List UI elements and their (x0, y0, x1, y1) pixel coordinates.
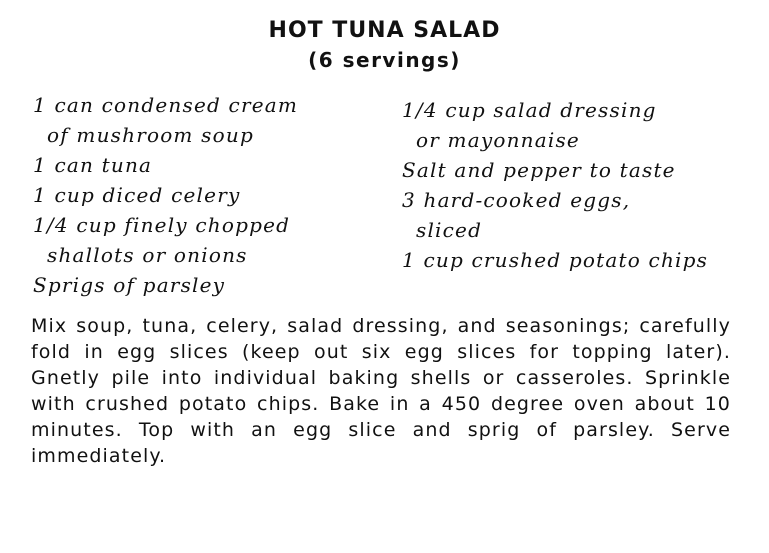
ingredient-line: of mushroom soup (47, 123, 254, 147)
ingredient-line: 1/4 cup finely chopped (33, 213, 291, 237)
ingredient-line: Sprigs of parsley (33, 273, 226, 297)
ingredients-right-column (402, 95, 762, 275)
ingredient-line: 1 cup diced celery (33, 183, 241, 207)
ingredient-line: 1 can tuna (33, 153, 153, 177)
ingredient-line: 3 hard-cooked eggs, (402, 188, 631, 212)
ingredient-line: 1/4 cup salad dressing (402, 98, 657, 122)
ingredients-left-column (33, 90, 393, 300)
ingredient-line: sliced (416, 218, 483, 242)
ingredient-line: 1 cup crushed potato chips (402, 248, 709, 272)
ingredient-line: or mayonnaise (416, 128, 580, 152)
recipe-servings: (6 servings) (308, 48, 461, 72)
recipe-instructions: Mix soup, tuna, celery, salad dressing, and seasonings; carefully fold in egg slices (keep out six egg slices for topping later). Gnetly pile into individual baking shells or casseroles. Sprinkle with crushed potato chips. Bake in a 450 degree oven about 10 minutes. Top with an egg slice and sprig of parsley. Serve immediately. (31, 315, 731, 467)
recipe-title: HOT TUNA SALAD (268, 18, 501, 43)
ingredient-line: 1 can condensed cream (33, 93, 299, 117)
ingredient-line: Salt and pepper to taste (402, 158, 676, 182)
ingredient-line: shallots or onions (47, 243, 248, 267)
